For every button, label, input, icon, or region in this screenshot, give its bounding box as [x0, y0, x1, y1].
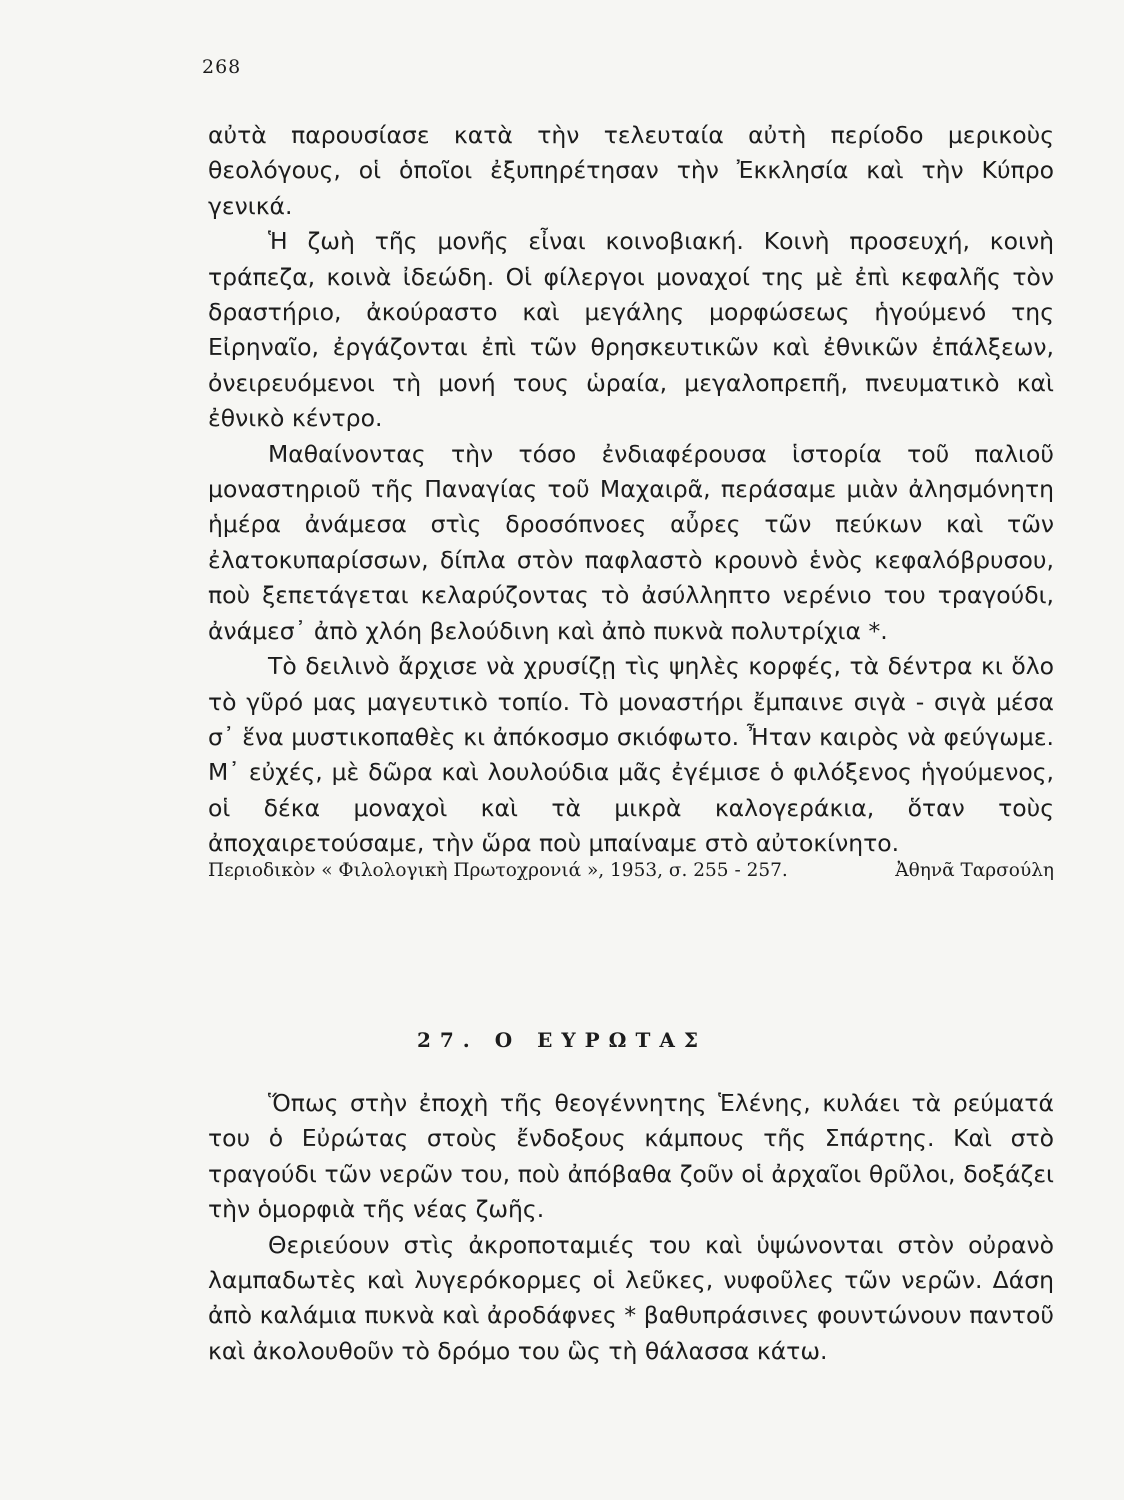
paragraph: Θεριεύουν στὶς ἀκροποταμιές του καὶ ὑψώνονται στὸν οὐρανὸ λαμπαδωτὲς καὶ λυγερόκορμες οἱ λεῦκες, νυφοῦλες τῶν νερῶν. Δάση ἀπὸ καλάμια πυκνὰ καὶ ἀροδάφνες * βαθυπράσινες φουντώνουν παντοῦ καὶ ἀκολουθοῦν τὸ δρόμο του ὣς τὴ θάλασσα κάτω. [208, 1230, 1054, 1365]
citation-source: Περιοδικὸν « Φιλολογικὴ Πρωτοχρονιά », 1953, σ. 255 - 257. [208, 860, 788, 881]
page-number: 268 [202, 56, 242, 78]
citation [208, 860, 1054, 881]
body-text-section-1 [208, 118, 1054, 862]
paragraph: Ὅπως στὴν ἐποχὴ τῆς θεογέννητης Ἑλένης, κυλάει τὰ ρεύματά του ὁ Εὐρώτας στοὺς ἔνδοξους κάμπους τῆς Σπάρτης. Καὶ στὸ τραγούδι τῶν νερῶν του, ποὺ ἀπόβαθα ζοῦν οἱ ἀρχαῖοι θρῦλοι, δοξάζει τὴν ὁμορφιὰ τῆς νέας ζωῆς. [208, 1089, 1054, 1224]
body-text-section-2 [208, 1086, 1054, 1369]
paragraph: Τὸ δειλινὸ ἄρχισε νὰ χρυσίζῃ τὶς ψηλὲς κορφές, τὰ δέντρα κι ὅλο τὸ γῦρό μας μαγευτικὸ τοπίο. Τὸ μοναστήρι ἔμπαινε σιγὰ - σιγὰ μέσα σ᾽ ἕνα μυστικοπαθὲς κι ἀπόκοσμο σκιόφωτο. Ἦταν καιρὸς νὰ φεύγωμε. Μ᾽ εὐχές, μὲ δῶρα καὶ λουλούδια μᾶς ἐγέμισε ὁ φιλόξενος ἡγούμενος, οἱ δέκα μοναχοὶ καὶ τὰ μικρὰ καλογεράκια, ὅταν τοὺς ἀποχαιρετούσαμε, τὴν ὥρα ποὺ μπαίναμε στὸ αὐτοκίνητο. [208, 652, 1054, 858]
paragraph: αὐτὰ παρουσίασε κατὰ τὴν τελευταία αὐτὴ περίοδο μερικοὺς θεολόγους, οἱ ὁποῖοι ἐξυπηρέτησαν τὴν Ἐκκλησία καὶ τὴν Κύπρο γενικά. [208, 121, 1054, 220]
paragraph: Μαθαίνοντας τὴν τόσο ἐνδιαφέρουσα ἱστορία τοῦ παλιοῦ μοναστηριοῦ τῆς Παναγίας τοῦ Μαχαιρᾶ, περάσαμε μιὰν ἀλησμόνητη ἡμέρα ἀνάμεσα στὶς δροσόπνοες αὖρες τῶν πεύκων καὶ τῶν ἐλατοκυπαρίσσων, δίπλα στὸν παφλαστὸ κρουνὸ ἑνὸς κεφαλόβρυσου, ποὺ ξεπετάγεται κελαρύζοντας τὸ ἀσύλληπτο νερένιο του τραγούδι, ἀνάμεσ᾽ ἀπὸ χλόη βελούδινη καὶ ἀπὸ πυκνὰ πολυτρίχια *. [208, 439, 1054, 645]
paragraph: Ἡ ζωὴ τῆς μονῆς εἶναι κοινοβιακή. Κοινὴ προσευχή, κοινὴ τράπεζα, κοινὰ ἰδεώδη. Οἱ φίλεργοι μοναχοί της μὲ ἐπὶ κεφαλῆς τὸν δραστήριο, ἀκούραστο καὶ μεγάλης μορφώσεως ἡγούμενό της Εἰρηναῖο, ἐργάζονται ἐπὶ τῶν θρησκευτικῶν καὶ ἐθνικῶν ἐπάλξεων, ὀνειρευόμενοι τὴ μονή τους ὡραία, μεγαλοπρεπῆ, πνευματικὸ καὶ ἐθνικὸ κέντρο. [208, 227, 1054, 433]
chapter-title: 27. Ο ΕΥΡΩΤΑΣ [416, 1028, 708, 1052]
citation-author: Ἀθηνᾶ Ταρσούλη [895, 860, 1054, 881]
